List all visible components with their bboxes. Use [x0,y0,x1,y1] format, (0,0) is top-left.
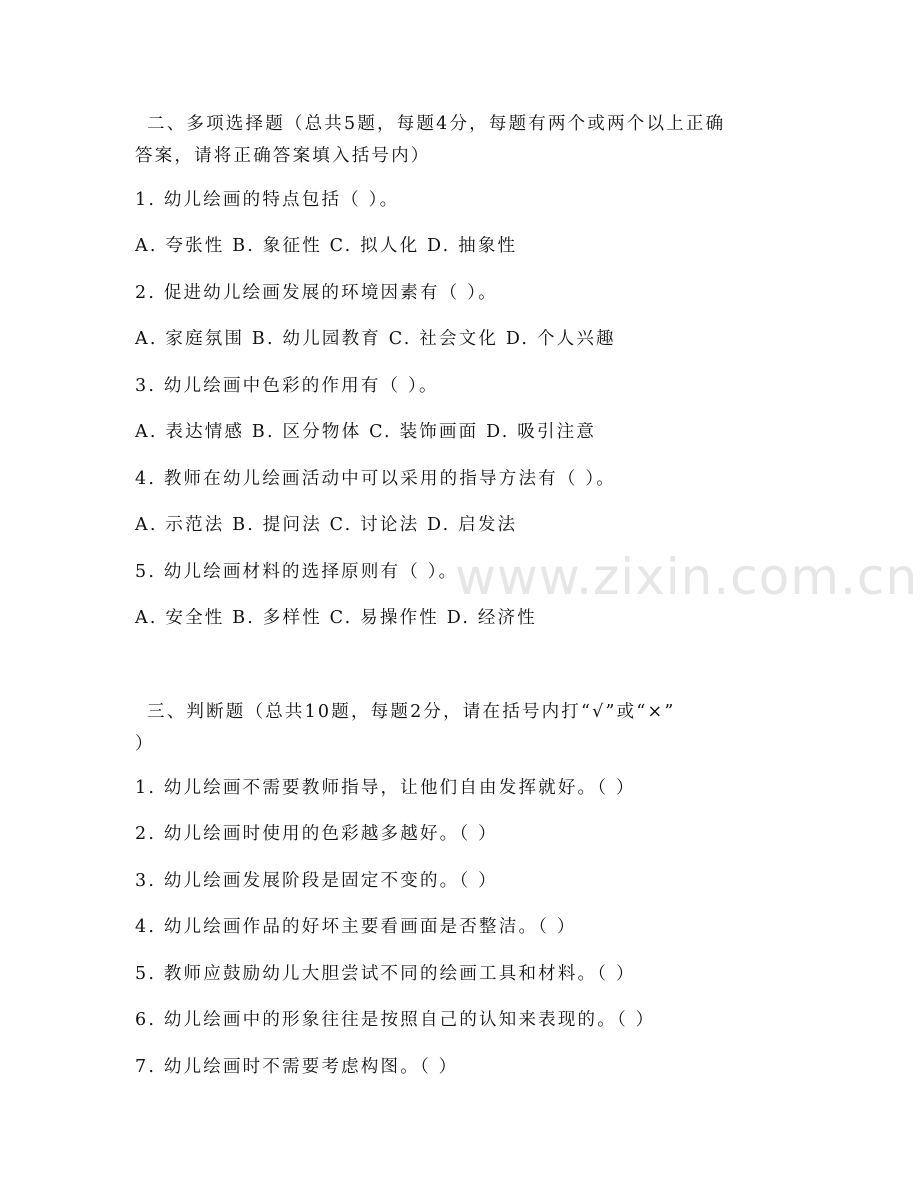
judgment-item-4: 4. 幼儿绘画作品的好坏主要看画面是否整洁。（ ） [135,917,577,937]
question-1: 1. 幼儿绘画的特点包括（ ）。 [135,190,400,210]
question-2-options: A. 家庭氛围 B. 幼儿园教育 C. 社会文化 D. 个人兴趣 [135,329,616,349]
section-2-heading-line2: 答案，请将正确答案填入括号内） [135,146,431,166]
judgment-item-1: 1. 幼儿绘画不需要教师指导，让他们自由发挥就好。（ ） [135,778,636,798]
section-2-heading-line1: 二、多项选择题（总共5题，每题4分，每题有两个或两个以上正确 [147,114,726,134]
section-3-heading-line2: ） [135,734,155,754]
judgment-item-3: 3. 幼儿绘画发展阶段是固定不变的。（ ） [135,871,498,891]
question-4: 4. 教师在幼儿绘画活动中可以采用的指导方法有（ ）。 [135,469,616,489]
section-3-heading-line1: 三、判断题（总共10题，每题2分，请在括号内打“√”或“×” [147,702,676,722]
question-2: 2. 促进幼儿绘画发展的环境因素有（ ）。 [135,283,498,303]
question-5: 5. 幼儿绘画材料的选择原则有（ ）。 [135,562,459,582]
question-1-options: A. 夸张性 B. 象征性 C. 拟人化 D. 抽象性 [135,236,518,256]
watermark: www.zixin.com.cn [455,548,919,606]
judgment-item-2: 2. 幼儿绘画时使用的色彩越多越好。（ ） [135,824,498,844]
judgment-item-5: 5. 教师应鼓励幼儿大胆尝试不同的绘画工具和材料。（ ） [135,964,636,984]
question-4-options: A. 示范法 B. 提问法 C. 讨论法 D. 启发法 [135,515,518,535]
judgment-item-7: 7. 幼儿绘画时不需要考虑构图。（ ） [135,1057,459,1077]
question-5-options: A. 安全性 B. 多样性 C. 易操作性 D. 经济性 [135,608,537,628]
judgment-item-6: 6. 幼儿绘画中的形象往往是按照自己的认知来表现的。（ ） [135,1010,656,1030]
question-3: 3. 幼儿绘画中色彩的作用有（ ）。 [135,376,439,396]
question-3-options: A. 表达情感 B. 区分物体 C. 装饰画面 D. 吸引注意 [135,422,597,442]
